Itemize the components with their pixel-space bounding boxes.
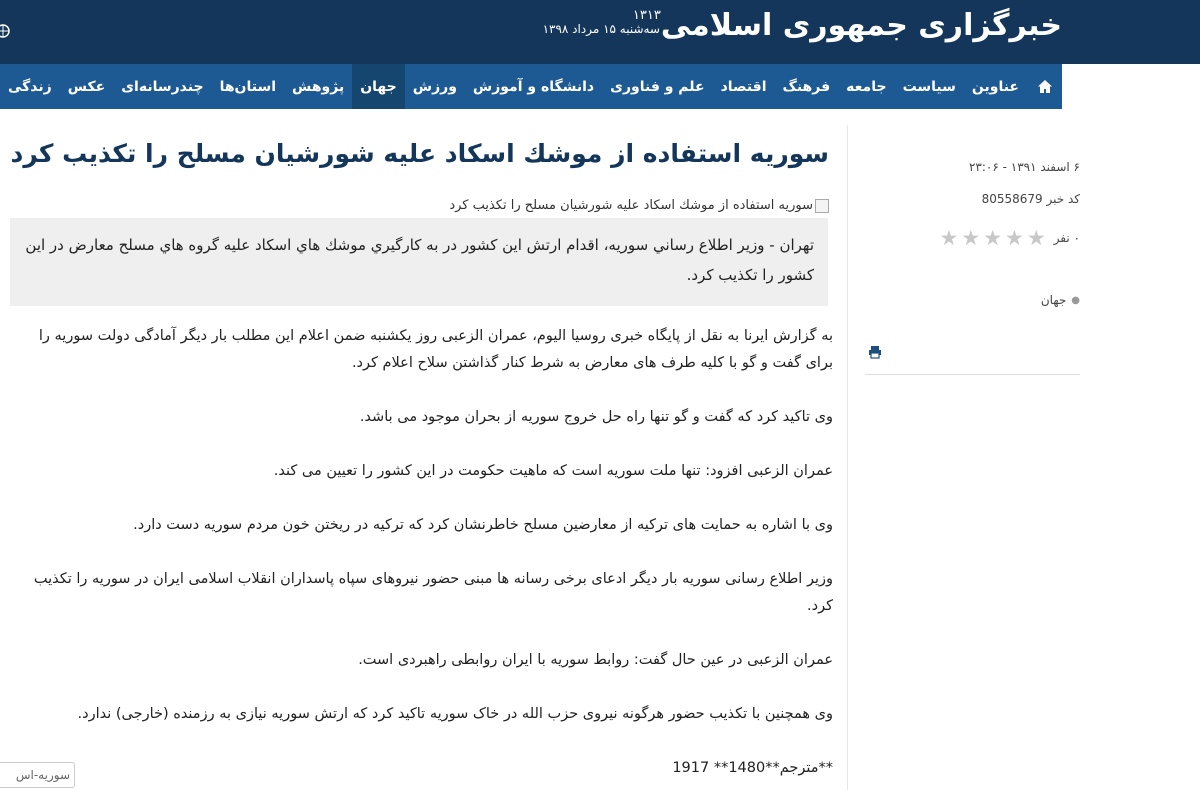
nav-item-research[interactable]: پژوهش bbox=[292, 78, 345, 95]
news-code bbox=[982, 192, 1080, 206]
site-header bbox=[0, 0, 1200, 64]
category-label: جهان bbox=[1040, 293, 1067, 307]
bottom-tab[interactable] bbox=[0, 762, 75, 788]
nav-item-provinces[interactable]: استان‌ها bbox=[219, 78, 277, 95]
news-code-label: كد خبر bbox=[1046, 192, 1080, 206]
main-nav bbox=[0, 64, 1062, 109]
rating-stars bbox=[940, 228, 1046, 248]
nav-item-science[interactable]: علم و فناوری bbox=[610, 78, 705, 95]
article-paragraph: وی تاکید کرد که گفت و گو تنها راه حل خروج سوریه از بحران موجود می باشد. bbox=[359, 409, 833, 425]
sidebar-divider bbox=[865, 374, 1080, 375]
nav-item-titles[interactable]: عناوین bbox=[971, 78, 1019, 95]
bullet-icon: ● bbox=[1071, 294, 1080, 306]
star-icon[interactable]: ★ bbox=[983, 226, 1003, 250]
article-body bbox=[10, 323, 833, 782]
article-sidebar bbox=[865, 125, 1080, 385]
nav-item-life[interactable]: زندگی bbox=[8, 78, 52, 95]
article-paragraph: وی همچنین با تکذیب حضور هرگونه نیروی حزب الله در خاک سوریه تاکید کرد که ارتش سوریه نیازی به رزمنده (خارجی) ندارد. bbox=[77, 706, 833, 722]
article-paragraph: وزیر اطلاع رسانی سوریه بار دیگر ادعای برخی رسانه ها مبنی حضور نیروهای سپاه پاسداران انقلاب اسلامی ایران در سوریه را تکذیب کرد. bbox=[33, 571, 833, 614]
article-image-alt: سوريه استفاده از موشك اسكاد عليه شورشيان مسلح را تكذيب كرد bbox=[449, 198, 813, 213]
nav-item-politics[interactable]: سیاست bbox=[902, 78, 956, 95]
bottom-tab-label: سوریه-اس bbox=[15, 768, 70, 782]
news-code-value: 80558679 bbox=[981, 192, 1043, 206]
header-date: سه‌شنبه ۱۵ مرداد ۱۳۹۸ bbox=[542, 22, 660, 36]
nav-item-world[interactable]: جهان bbox=[352, 64, 405, 109]
article-translator: **مترجم**1480** 1917 bbox=[672, 760, 833, 776]
nav-item-university[interactable]: دانشگاه و آموزش bbox=[472, 78, 595, 95]
article-paragraph: به گزارش ایرنا به نقل از پایگاه خبری روسیا الیوم، عمران الزعبی روز یکشنبه ضمن اعلام این مطلب بار دیگر آمادگی دولت سوریه را برای گفت و گو با کلیه طرف های معارض به شرط کنار گذاشتن سلاح اعلام کرد. bbox=[38, 328, 833, 371]
article-title: سوريه استفاده از موشك اسكاد عليه شورشيان مسلح را تكذيب كرد bbox=[10, 139, 829, 168]
category-link[interactable] bbox=[1041, 293, 1080, 307]
rating bbox=[940, 228, 1080, 248]
site-logo[interactable] bbox=[631, 8, 1062, 43]
star-icon[interactable]: ★ bbox=[939, 226, 959, 250]
article-paragraph: عمران الزعبی در عین حال گفت: روابط سوریه با ایران روابطی راهبردی است. bbox=[358, 652, 833, 668]
star-icon[interactable]: ★ bbox=[1026, 226, 1046, 250]
nav-item-culture[interactable]: فرهنگ bbox=[782, 78, 831, 95]
globe-icon[interactable] bbox=[0, 24, 12, 38]
article-lead: تهران - وزير اطلاع رساني سوريه، اقدام ارتش اين كشور در به كارگيري موشك هاي اسكاد عليه گروه هاي مسلح معارض در اين كشور را تكذيب كرد. bbox=[10, 218, 828, 306]
logo-year: ۱۳۱۳ bbox=[632, 8, 661, 23]
star-icon[interactable]: ★ bbox=[961, 226, 981, 250]
home-icon[interactable] bbox=[1027, 64, 1062, 109]
rating-votes: ۰ نفر bbox=[1053, 231, 1080, 245]
broken-image-icon bbox=[815, 199, 829, 213]
article-image bbox=[449, 198, 829, 213]
logo-text: خبرگزاری جمهوری اسلامی bbox=[660, 8, 1062, 43]
article-paragraph: وی با اشاره به حمایت های ترکیه از معارضین مسلح خاطرنشان کرد که ترکیه در ریختن خون مردم سوریه دست دارد. bbox=[133, 517, 833, 533]
nav-item-sport[interactable]: ورزش bbox=[412, 78, 457, 95]
star-icon[interactable]: ★ bbox=[1005, 226, 1024, 250]
print-icon[interactable] bbox=[867, 345, 882, 360]
nav-item-society[interactable]: جامعه bbox=[846, 78, 887, 95]
article-main bbox=[0, 125, 848, 790]
nav-item-multimedia[interactable]: چندرسانه‌ای bbox=[121, 78, 204, 95]
nav-item-economy[interactable]: اقتصاد bbox=[720, 78, 767, 95]
nav-item-photo[interactable]: عکس bbox=[67, 78, 106, 95]
article-paragraph: عمران الزعبی افزود: تنها ملت سوریه است که ماهیت حکومت در این کشور را تعیین می کند. bbox=[273, 463, 833, 479]
publish-date: ۶ اسفند ۱۳۹۱ - ۲۳:۰۶ bbox=[968, 160, 1080, 174]
